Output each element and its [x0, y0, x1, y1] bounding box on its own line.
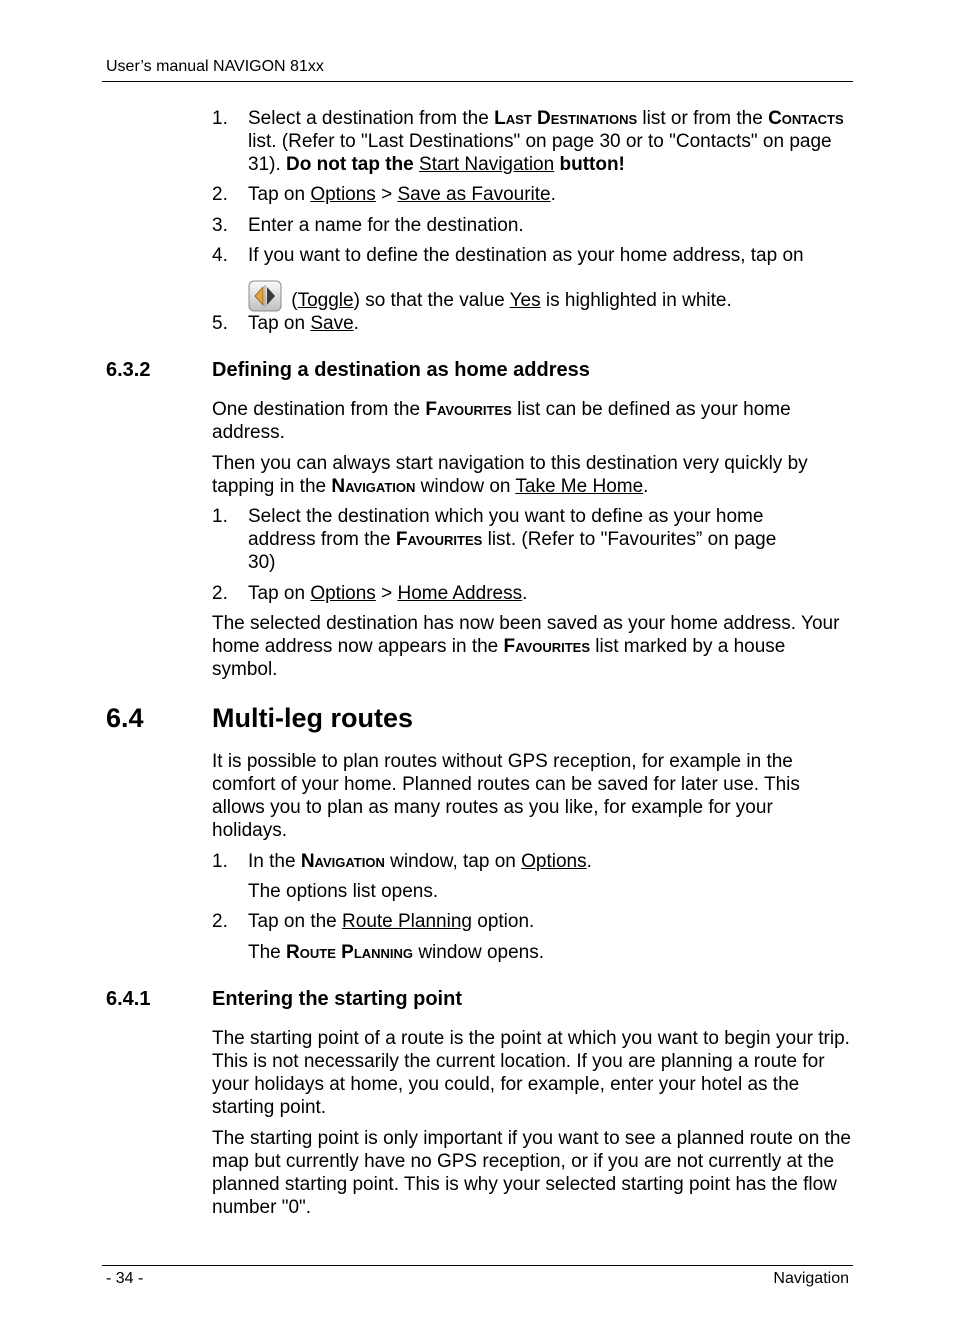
step-number: 2.: [212, 911, 228, 932]
step-number: 3.: [212, 215, 228, 236]
header-rule: [102, 81, 853, 82]
home-address-link: Home Address: [397, 583, 523, 604]
paragraph: The selected destination has now been saved as your home address. Your home address now appears in the Favourites list marked by a house symbol.: [212, 613, 840, 680]
section-number: 6.4.1: [106, 988, 151, 1010]
save-as-favourite-link: Save as Favourite: [397, 184, 551, 205]
section-number: 6.4: [106, 703, 144, 733]
route-planning-link: Route Planning: [342, 911, 472, 932]
step-number: 5.: [212, 313, 228, 334]
paragraph: It is possible to plan routes without GPS reception, for example in the comfort of your home. Planned routes can be saved for later use. This allows you to plan as many routes as you like, for example for your holidays.: [212, 751, 800, 841]
options-link: Options: [310, 583, 376, 604]
options-link: Options: [521, 851, 587, 872]
step-number: 2.: [212, 184, 228, 205]
footer-rule: [102, 1265, 853, 1266]
toggle-link: Toggle: [297, 290, 354, 311]
step-number: 1.: [212, 506, 228, 527]
running-header: User’s manual NAVIGON 81xx: [106, 58, 324, 75]
step-number: 2.: [212, 583, 228, 604]
paragraph: One destination from the Favourites list can be defined as your home address.: [212, 399, 791, 443]
save-link: Save: [310, 313, 354, 334]
step-number: 4.: [212, 245, 228, 266]
section-number: 6.3.2: [106, 359, 151, 381]
paragraph: The starting point is only important if you want to see a planned route on the map but currently have no GPS reception, or if you are not currently at the planned starting point. This is why your selected starting point has the flow number "0".: [212, 1128, 851, 1218]
section-title: Multi-leg routes: [212, 703, 413, 733]
take-me-home-link: Take Me Home: [515, 476, 644, 497]
paragraph: Then you can always start navigation to this destination very quickly by tapping in the Navigation window on Take Me Home.: [212, 453, 808, 497]
yes-value: Yes: [509, 290, 541, 311]
footer-section: Navigation: [773, 1270, 849, 1287]
paragraph: The starting point of a route is the point at which you want to begin your trip. This is not necessarily the current location. If you are planning a route for your holidays at home, you could, for example, enter your hotel as the starting point.: [212, 1028, 850, 1118]
step-number: 1.: [212, 851, 228, 872]
section-title: Entering the starting point: [212, 988, 462, 1010]
options-link: Options: [310, 184, 376, 205]
toggle-icon: [248, 280, 282, 312]
section-title: Defining a destination as home address: [212, 359, 590, 381]
page-number: - 34 -: [106, 1270, 144, 1287]
step-number: 1.: [212, 108, 228, 129]
start-navigation-link: Start Navigation: [419, 154, 555, 175]
